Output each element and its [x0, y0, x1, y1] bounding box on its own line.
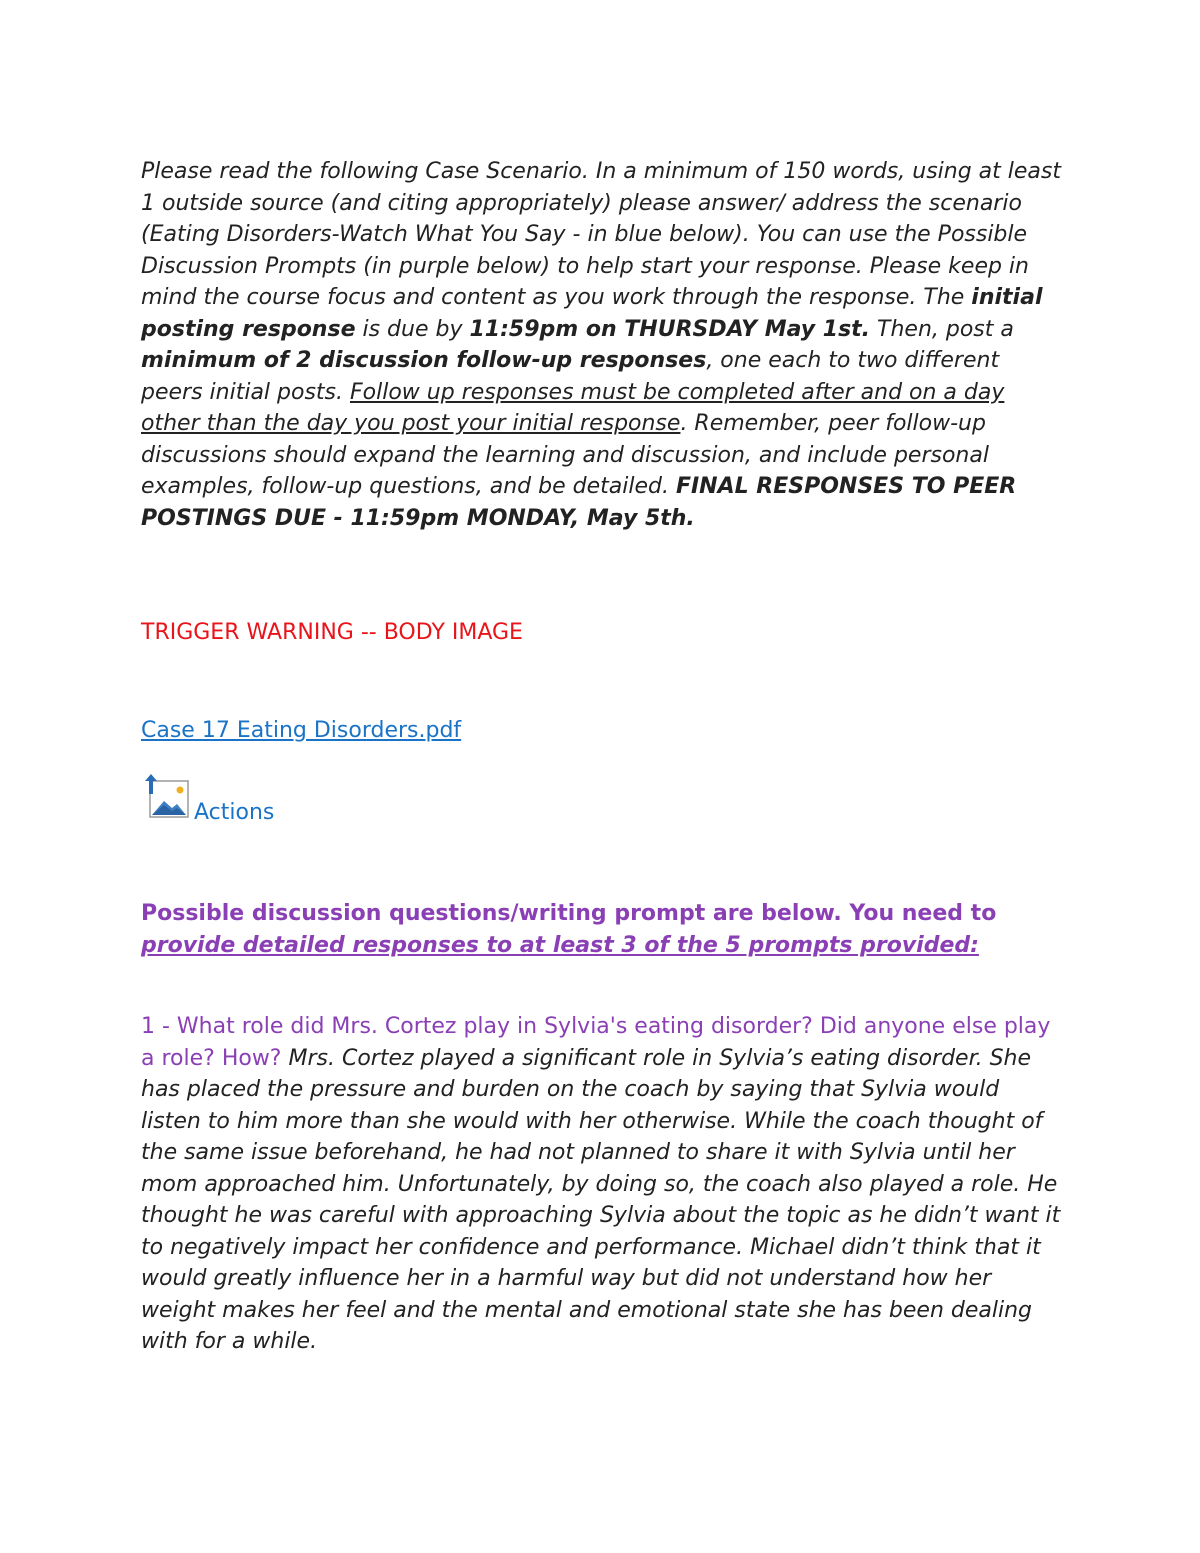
instructions-text: . Remember, peer follow-up discussions should expand the learning and discussion, and include personal examples, follow-up questions, and be detailed. [141, 411, 989, 499]
case-pdf-link[interactable]: Case 17 Eating Disorders.pdf [141, 718, 462, 743]
document-content [141, 156, 1061, 1354]
followup-requirement: minimum of 2 discussion follow-up responses [141, 348, 707, 373]
instructions-paragraph [141, 156, 1061, 534]
discussion-prompt-heading [141, 898, 1061, 961]
attachment-actions[interactable] [144, 774, 275, 825]
initial-posting-emphasis: initial posting response [141, 285, 1043, 342]
final-due-date: FINAL RESPONSES TO PEER POSTINGS DUE - 11:59pm MONDAY, May 5th. [141, 474, 1017, 531]
actions-link[interactable]: Actions [194, 800, 275, 825]
initial-due-date: 11:59pm on THURSDAY May 1st. [469, 316, 871, 342]
image-upload-icon[interactable] [144, 774, 190, 820]
instructions-text: , one each to two different peers initial posts. [141, 348, 1000, 405]
prompt-1-response: Mrs. Cortez played a significant role in Sylvia’s eating disorder. She has placed the pressure and burden on the coach by saying that Sylvia would listen to him more than she would with her otherwise. While the coach thought of the same issue beforehand, he had not planned to share it with Sylvia until her mom approached him. Unfortunately, by doing so, the coach also played a role. He thought he was careful with approaching Sylvia about the topic as he didn’t want it to negatively impact her confidence and performance. Michael didn’t think that it would greatly influence her in a harmful way but did not understand how her weight makes her feel and the mental and emotional state she has been dealing with for a while. [141, 1045, 1061, 1354]
prompt-heading-lead: Possible discussion questions/writing prompt are below. You need to [141, 901, 997, 926]
prompt-heading-requirement: provide detailed responses to at least 3 of the 5 prompts provided: [141, 932, 979, 958]
instructions-text: Please read the following Case Scenario. In a minimum of 150 words, using at least 1 outside source (and citing appropriately) please answer/ address the scenario (Eating Disorders-Watch What You Say - in blue below). You can use the Possible Discussion Prompts (in purple below) to help start your response. Please keep in mind the course focus and content as you work through the response. The [141, 159, 1061, 310]
instructions-text: Then, post a [870, 316, 1014, 342]
prompt-1-question: 1 - What role did Mrs. Cortez play in Sylvia's eating disorder? Did anyone else play a role? How? [141, 1014, 1051, 1071]
trigger-warning: TRIGGER WARNING -- BODY IMAGE [141, 620, 523, 645]
followup-rule-underlined: Follow up responses must be completed after and on a day other than the day you post your initial response [141, 379, 1005, 436]
prompt-1-answer [141, 1011, 1061, 1358]
instructions-text: is due by [355, 316, 470, 342]
